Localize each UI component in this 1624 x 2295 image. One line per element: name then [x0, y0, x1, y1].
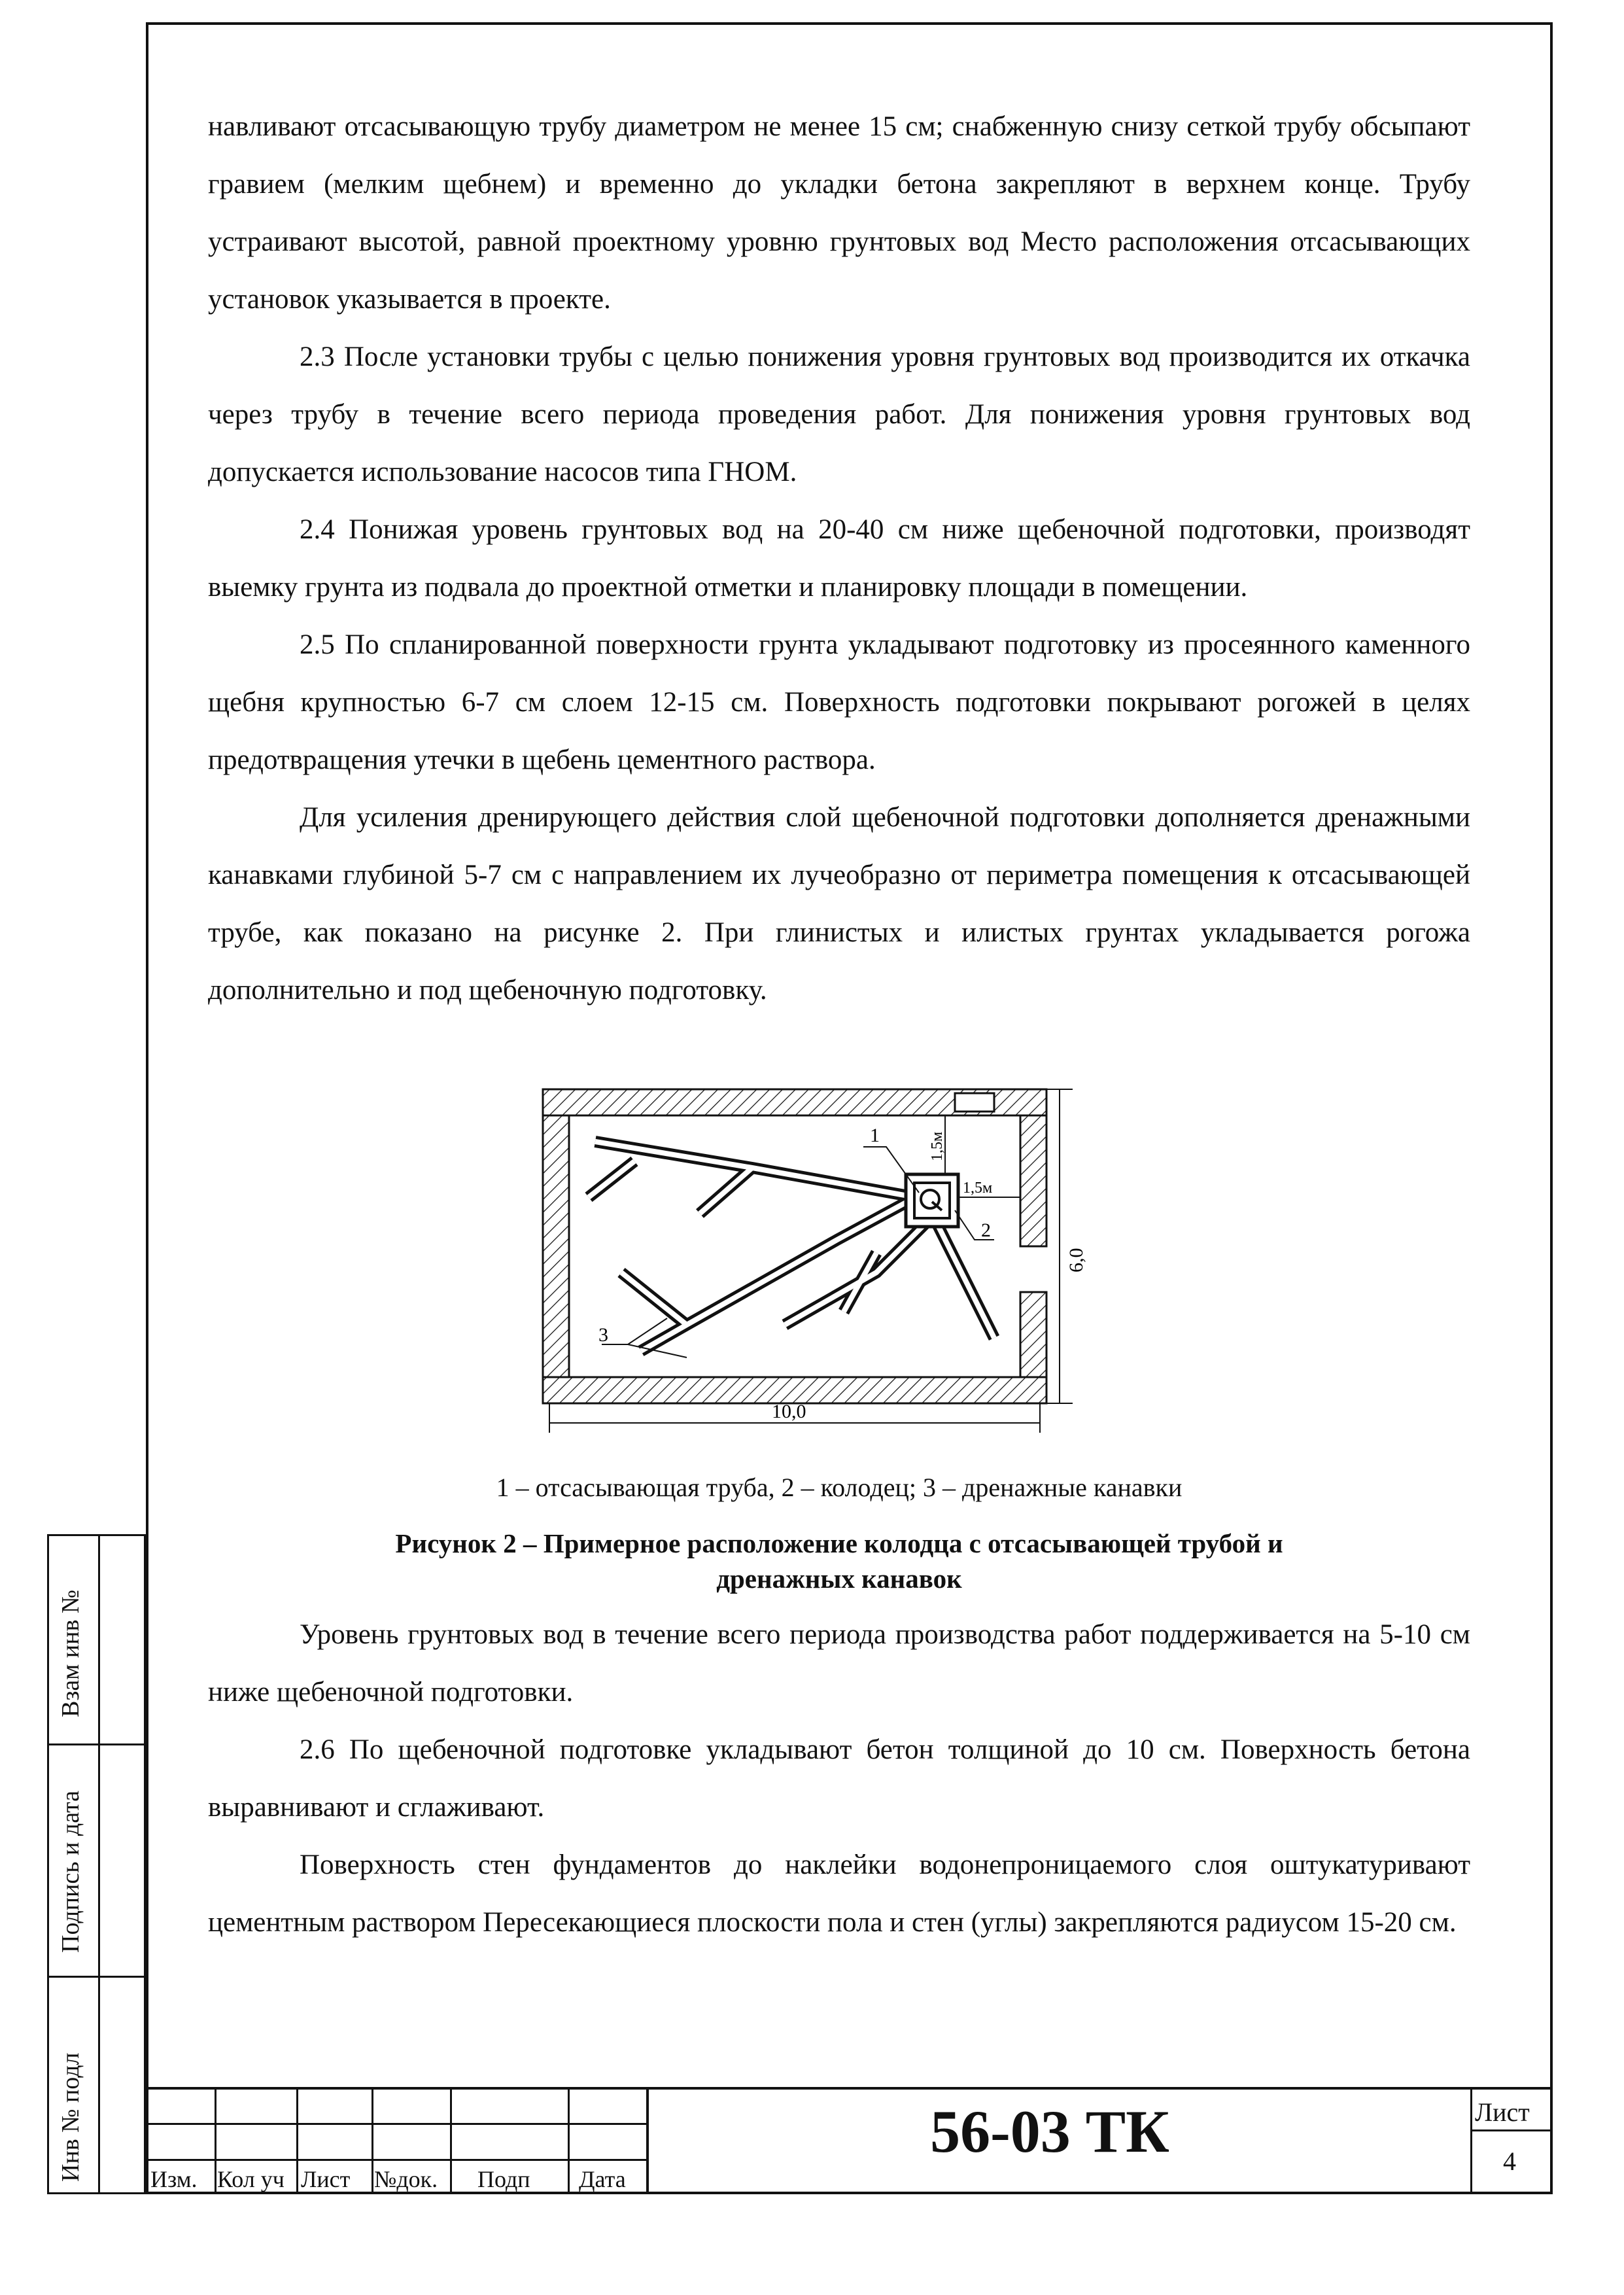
- paragraph: 2.5 По спланированной поверхности грунта укладывают подготовку из просеянного каменного щебня крупностью 6-7 см слоем 12-15 см. Поверхность подготовки покрывают рогожей в целях предотвращения утечки в щебень цементного раствора.: [208, 629, 1470, 775]
- figure-legend: 1 – отсасывающая труба, 2 – колодец; 3 – дренажные канавки: [496, 1473, 1183, 1502]
- dim-1-5-horizontal: 1,5м: [963, 1180, 993, 1197]
- well: [906, 1174, 958, 1227]
- side-divider: [47, 1743, 146, 1745]
- paragraph: Для усиления дренирующего действия слой щебеночной подготовки дополняется дренажными канавками глубиной 5-7 см с направлением их лучеобразно от периметра помещения к отсасывающей трубе, как показано на рисунке 2. При глинистых и илистых грунтах укладывается рогожа дополнительно и под щебеночную подготовку.: [208, 802, 1470, 1006]
- tb-izm: Изм.: [150, 2166, 198, 2192]
- dim-height: 6,0: [1065, 1248, 1087, 1272]
- paragraph: Поверхность стен фундаментов до наклейки водонепроницаемого слоя оштукатуривают цементным раствором Пересекающиеся плоскости пола и стен (углы) закрепляются радиусом 15-20 см.: [208, 1849, 1470, 1938]
- label-2: 2: [981, 1219, 991, 1241]
- paragraph: 2.3 После установки трубы с целью понижения уровня грунтовых вод производится их откачка через трубу в течение всего периода проведения работ. Для понижения уровня грунтовых вод допускается использование насосов типа ГНОМ.: [208, 342, 1470, 487]
- body-text-top: [208, 98, 1470, 1019]
- side-label-podpis: Подпись и дата: [57, 1790, 84, 1953]
- tb-sheet-number: 4: [1503, 2146, 1516, 2176]
- side-divider: [47, 1976, 146, 1978]
- label-1: 1: [870, 1125, 880, 1146]
- dim-1-5-vertical: 1,5м: [929, 1131, 946, 1161]
- side-divider: [98, 1534, 100, 2194]
- paragraph: навливают отсасывающую трубу диаметром не менее 15 см; снабженную снизу сеткой трубу обсыпают гравием (мелким щебнем) и временно до укладки бетона закрепляют в верхнем конце. Трубу устраивают высотой, равной проектному уровню грунтовых вод Место расположения отсасывающих установок указывается в проекте.: [208, 111, 1470, 315]
- tb-ndok: №док.: [374, 2166, 438, 2192]
- drainage-figure: [523, 1076, 1151, 1443]
- tb-podp: Подп: [477, 2166, 530, 2192]
- walls: [543, 1089, 1046, 1403]
- side-label-inv: Инв № подл: [57, 2052, 84, 2182]
- tb-sheet-label: Лист: [1475, 2097, 1530, 2127]
- body-text-bottom: [208, 1606, 1470, 1952]
- tb-data: Дата: [579, 2166, 626, 2192]
- figure-title-line2: дренажных канавок: [716, 1564, 962, 1594]
- figure-title-line1: Рисунок 2 – Примерное расположение колодца с отсасывающей трубой и: [395, 1528, 1283, 1558]
- paragraph: 2.4 Понижая уровень грунтовых вод на 20-40 см ниже щебеночной подготовки, производят выемку грунта из подвала до проектной отметки и планировку площади в помещении.: [208, 514, 1470, 603]
- tb-kol: Кол уч: [217, 2166, 285, 2192]
- document-code: 56-03 ТК: [930, 2098, 1169, 2165]
- label-3: 3: [598, 1324, 608, 1346]
- paragraph: Уровень грунтовых вод в течение всего периода производства работ поддерживается на 5-10 см ниже щебеночной подготовки.: [208, 1619, 1470, 1708]
- tb-list: Лист: [301, 2166, 351, 2192]
- figure-title: [208, 1526, 1470, 1596]
- dim-width: 10,0: [772, 1401, 806, 1422]
- side-label-vzam: Взам инв №: [57, 1589, 84, 1717]
- paragraph: 2.6 По щебеночной подготовке укладывают бетон толщиной до 10 см. Поверхность бетона выравнивают и сглаживают.: [208, 1734, 1470, 1823]
